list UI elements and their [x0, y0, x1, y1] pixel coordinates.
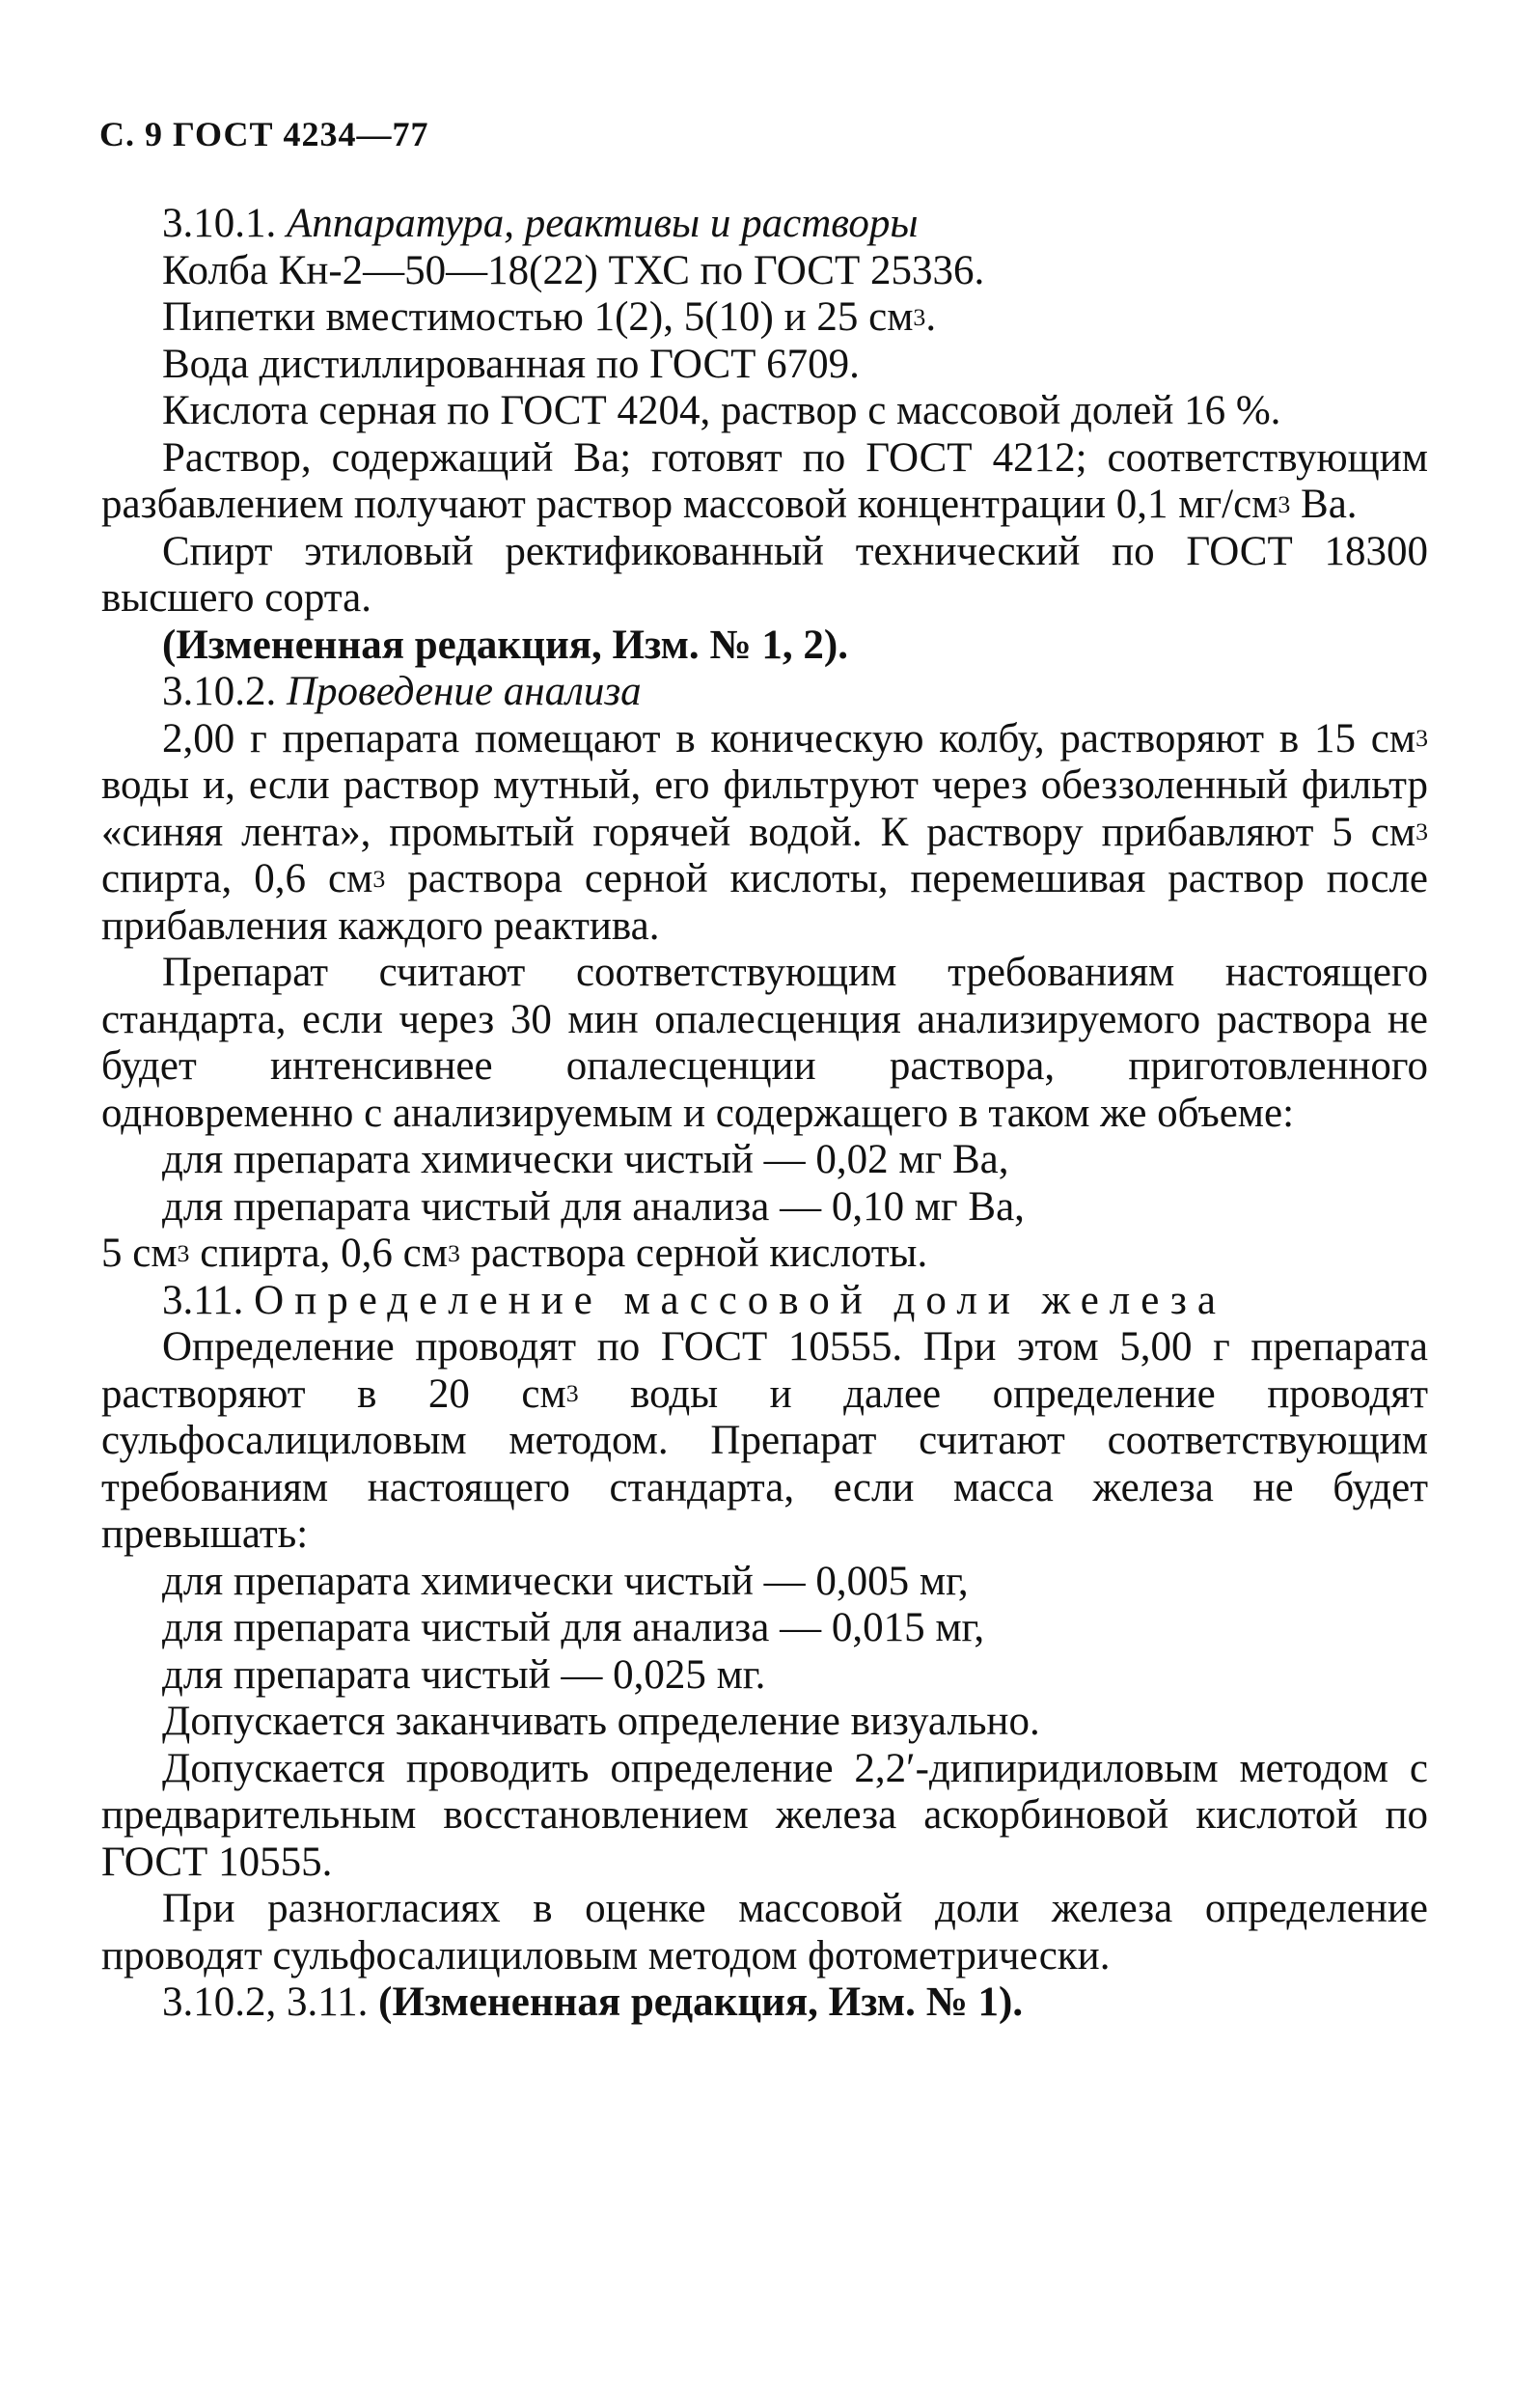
- section-number: 3.11.: [162, 1277, 244, 1323]
- superscript: 3: [565, 1379, 579, 1408]
- list-item-analytical-grade: для препарата чистый для анализа — 0,10 мг Ва,: [162, 1183, 1025, 1230]
- superscript: 3: [372, 864, 386, 893]
- superscript: 3: [447, 1238, 460, 1267]
- text-run: Раствор, содержащий Ва; готовят по ГОСТ 4212; соответствующим разбавлением получают раствор массовой концентрации 0,1 мг/см: [101, 434, 1428, 527]
- paragraph-iron-method: [101, 1324, 1428, 1559]
- superscript: 3: [1415, 724, 1428, 753]
- superscript: 3: [1278, 489, 1291, 518]
- list-item-iron-analytical-grade: для препарата чистый для анализа — 0,015 мг,: [162, 1605, 985, 1650]
- section-reference: 3.10.2, 3.11.: [162, 1979, 369, 2025]
- paragraph-reagents: [101, 1231, 1428, 1278]
- paragraph-dipyridyl: Допускается проводить определение 2,2′-дипиридиловым методом с предварительным восстановлением железа аскорбиновой кислотой по ГОСТ 10555.: [101, 1745, 1428, 1885]
- paragraph-acid: Кислота серная по ГОСТ 4204, раствор с массовой долей 16 %.: [162, 388, 1281, 433]
- text-run: спирта, 0,6 см: [189, 1231, 448, 1276]
- text-run: 5 см: [101, 1231, 178, 1276]
- amendment-note: (Измененная редакция, Изм. № 1, 2).: [162, 622, 848, 668]
- paragraph-pipettes: [101, 294, 1428, 342]
- section-title: Определение массовой доли железа: [254, 1277, 1226, 1323]
- paragraph-ethanol: Спирт этиловый ректификованный технический по ГОСТ 18300 высшего сорта.: [101, 528, 1428, 621]
- text-run: раствора серной кислоты, перемешивая раствор после прибавления каждого реактива.: [101, 856, 1428, 949]
- superscript: 3: [1415, 817, 1428, 846]
- text-run: 2,00 г препарата помещают в коническую колбу, растворяют в 15 см: [162, 715, 1416, 761]
- text-run: воды и далее определение проводят сульфосалициловым методом. Препарат считают соответствующим требованиям настоящего стандарта, если масса железа не будет превышать:: [101, 1370, 1428, 1557]
- text-run: Пипетки вместимостью 1(2), 5(10) и 25 см: [162, 294, 914, 340]
- text-run: раствора серной кислоты.: [459, 1231, 928, 1276]
- paragraph-flask: Колба Кн-2—50—18(22) ТХС по ГОСТ 25336.: [162, 247, 985, 293]
- amendment-note: (Измененная редакция, Изм. № 1).: [378, 1979, 1024, 2025]
- paragraph-disagreement: При разногласиях в оценке массовой доли железа определение проводят сульфосалициловым методом фотометрически.: [101, 1886, 1428, 1979]
- document-body: [101, 201, 1428, 2027]
- superscript: 3: [913, 302, 926, 331]
- paragraph-visual: Допускается заканчивать определение визуально.: [162, 1699, 1040, 1744]
- section-heading-3-11: [101, 1278, 1428, 1325]
- paragraph-criteria: Препарат считают соответствующим требованиям настоящего стандарта, если через 30 мин опалесценция анализируемого раствора не будет интенсивнее опалесценции раствора, приготовленного одновременно с анализируемым и содержащего в таком же объеме:: [101, 950, 1428, 1136]
- text-run: Определение проводят по ГОСТ 10555. При этом 5,00 г препарата растворяют в 20 см: [101, 1324, 1428, 1417]
- section-title: Проведение анализа: [287, 669, 642, 714]
- page-header: С. 9 ГОСТ 4234—77: [99, 115, 429, 153]
- paragraph-ba-solution: [101, 435, 1428, 529]
- section-heading-3-10-1: [101, 201, 1428, 248]
- superscript: 3: [177, 1238, 190, 1267]
- text-run: воды и, если раствор мутный, его фильтруют через обеззоленный фильтр «синяя лента», промытый горячей водой. К раствору прибавляют 5 см: [101, 762, 1428, 855]
- list-item-iron-chemically-pure: для препарата химически чистый — 0,005 мг,: [162, 1558, 969, 1604]
- section-title: Аппаратура, реактивы и растворы: [287, 201, 919, 246]
- text-run: Ва.: [1290, 482, 1358, 527]
- text-run: .: [925, 294, 937, 340]
- list-item-iron-pure: для препарата чистый — 0,025 мг.: [162, 1651, 766, 1698]
- list-item-chemically-pure: для препарата химически чистый — 0,02 мг Ва,: [162, 1137, 1009, 1182]
- paragraph-procedure: [101, 716, 1428, 951]
- section-number: 3.10.1.: [162, 201, 277, 246]
- final-amendment: [101, 1979, 1428, 2027]
- text-run: спирта, 0,6 см: [101, 856, 373, 901]
- section-number: 3.10.2.: [162, 669, 277, 714]
- section-heading-3-10-2: [101, 669, 1428, 716]
- paragraph-water: Вода дистиллированная по ГОСТ 6709.: [162, 341, 860, 387]
